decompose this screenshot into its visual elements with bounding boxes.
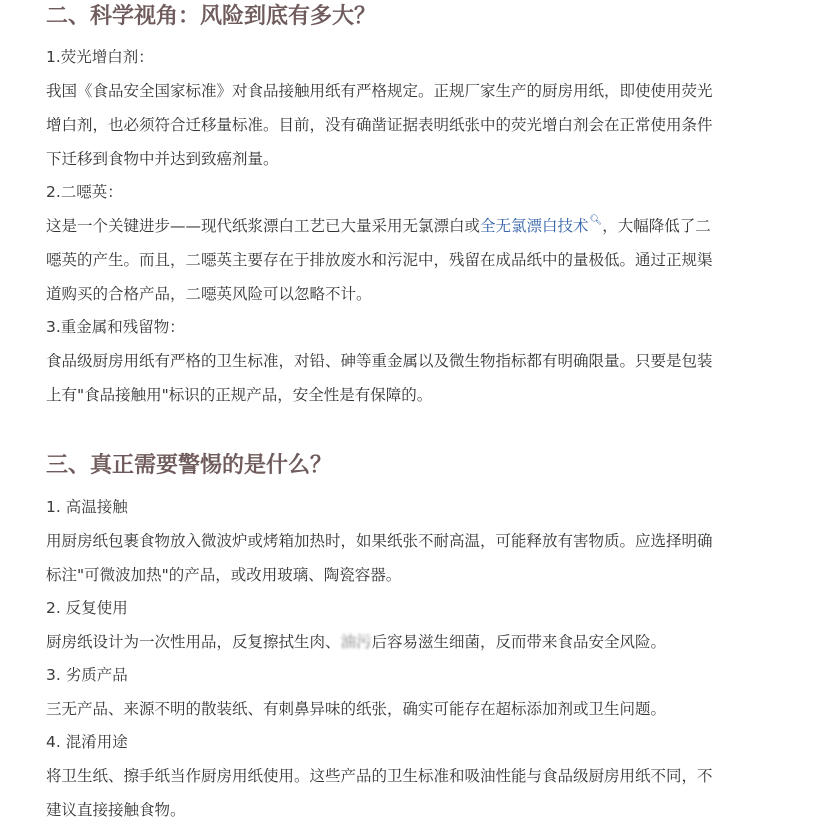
subheading-inferior: 3. 劣质产品 <box>46 666 128 684</box>
text-fragment: 厨房纸设计为一次性用品，反复擦拭生肉、 <box>46 633 341 651</box>
text-fragment: 后容易滋生细菌，反而带来食品安全风险。 <box>371 633 667 651</box>
section-heading-risk: 二、科学视角：风险到底有多大？ <box>46 4 377 29</box>
search-link-tcf-bleaching[interactable]: 全无氯漂白技术 <box>480 217 589 235</box>
paragraph-line: 食品级厨房用纸有严格的卫生标准，对铅、砷等重金属以及微生物指标都有明确限量。只要是包装 <box>46 352 713 370</box>
paragraph-line: 用厨房纸包裹食物放入微波炉或烤箱加热时，如果纸张不耐高温，可能释放有害物质。应选择明确 <box>46 532 713 550</box>
blurred-text: 油污 <box>340 633 372 651</box>
subheading-heavy-metals: 3.重金属和残留物： <box>46 318 185 336</box>
paragraph-line: 噁英的产生。而且，二噁英主要存在于排放废水和污泥中，残留在成品纸中的量极低。通过正规渠 <box>46 251 713 269</box>
subheading-misuse: 4. 混淆用途 <box>46 733 128 751</box>
subheading-high-temp: 1. 高温接触 <box>46 498 128 516</box>
section-heading-caution: 三、真正需要警惕的是什么？ <box>46 453 333 478</box>
text-fragment: 这是一个关键进步——现代纸浆漂白工艺已大量采用无氯漂白或 <box>46 217 481 235</box>
subheading-dioxin: 2.二噁英： <box>46 183 123 201</box>
subheading-reuse: 2. 反复使用 <box>46 599 128 617</box>
paragraph-line: 增白剂，也必须符合迁移量标准。目前，没有确凿证据表明纸张中的荧光增白剂会在正常使用条件 <box>46 116 713 134</box>
paragraph-line: 道购买的合格产品，二噁英风险可以忽略不计。 <box>46 285 372 303</box>
paragraph-line: 下迁移到食物中并达到致癌剂量。 <box>46 150 279 168</box>
paragraph-line: 建议直接接触食物。 <box>46 801 186 819</box>
paragraph-line: 我国《食品安全国家标准》对食品接触用纸有严格规定。正规厂家生产的厨房用纸，即使使用荧光 <box>46 82 713 100</box>
paragraph-line: 三无产品、来源不明的散装纸、有刺鼻异味的纸张，确实可能存在超标添加剂或卫生问题。 <box>46 700 667 718</box>
paragraph-line-with-blur <box>46 631 666 653</box>
search-icon[interactable]: 🔍︎ <box>589 215 603 226</box>
paragraph-line: 将卫生纸、擦手纸当作厨房用纸使用。这些产品的卫生标准和吸油性能与食品级厨房用纸不同，不 <box>46 767 713 785</box>
paragraph-line-with-link <box>46 215 711 240</box>
paragraph-line: 上有"食品接触用"标识的正规产品，安全性是有保障的。 <box>46 386 433 404</box>
text-fragment: ，大幅降低了二 <box>602 217 711 235</box>
paragraph-line: 标注"可微波加热"的产品，或改用玻璃、陶瓷容器。 <box>46 566 402 584</box>
subheading-fluorescent: 1.荧光增白剂： <box>46 48 154 66</box>
